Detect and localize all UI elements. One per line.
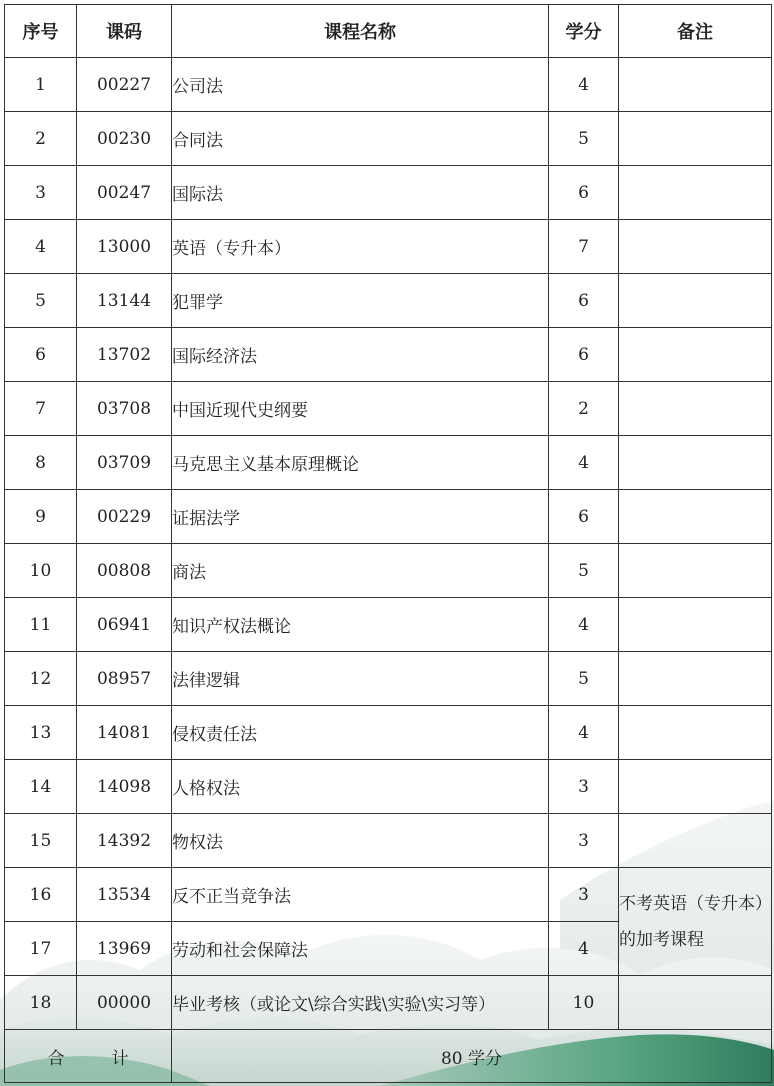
- row-name: 公司法: [172, 58, 549, 112]
- row-code: 00227: [77, 58, 172, 112]
- row-credits: 6: [549, 490, 619, 544]
- table-row: [5, 112, 772, 166]
- table-row: [5, 490, 772, 544]
- row-name: 国际法: [172, 166, 549, 220]
- row-credits: 3: [549, 868, 619, 922]
- row-name: 犯罪学: [172, 274, 549, 328]
- table-row: [5, 706, 772, 760]
- row-index: 2: [5, 112, 77, 166]
- row-credits: 3: [549, 814, 619, 868]
- row-name: 国际经济法: [172, 328, 549, 382]
- row-name: 毕业考核（或论文\综合实践\实验\实习等）: [172, 976, 549, 1030]
- row-code: 13000: [77, 220, 172, 274]
- row-name: 证据法学: [172, 490, 549, 544]
- row-index: 4: [5, 220, 77, 274]
- row-name: 英语（专升本）: [172, 220, 549, 274]
- row-credits: 5: [549, 112, 619, 166]
- row-note: [619, 490, 772, 544]
- row-credits: 5: [549, 652, 619, 706]
- row-index: 1: [5, 58, 77, 112]
- row-credits: 6: [549, 166, 619, 220]
- row-code: 13969: [77, 922, 172, 976]
- row-note: [619, 652, 772, 706]
- table-row: [5, 58, 772, 112]
- row-code: 14098: [77, 760, 172, 814]
- row-credits: 3: [549, 760, 619, 814]
- row-name: 劳动和社会保障法: [172, 922, 549, 976]
- header-row: [5, 5, 772, 58]
- course-table: [4, 4, 772, 1083]
- row-note: [619, 58, 772, 112]
- row-credits: 7: [549, 220, 619, 274]
- header-code: 课码: [77, 5, 172, 58]
- row-note: [619, 436, 772, 490]
- table-row: [5, 274, 772, 328]
- row-credits: 4: [549, 436, 619, 490]
- row-note: [619, 328, 772, 382]
- row-credits: 4: [549, 922, 619, 976]
- row-code: 13702: [77, 328, 172, 382]
- table-row: [5, 976, 772, 1030]
- row-index: 6: [5, 328, 77, 382]
- row-code: 00247: [77, 166, 172, 220]
- total-value: 80 学分: [172, 1030, 772, 1083]
- row-index: 10: [5, 544, 77, 598]
- row-note: [619, 544, 772, 598]
- row-code: 08957: [77, 652, 172, 706]
- row-name: 物权法: [172, 814, 549, 868]
- row-index: 13: [5, 706, 77, 760]
- row-code: 03709: [77, 436, 172, 490]
- row-credits: 6: [549, 274, 619, 328]
- table-row: [5, 166, 772, 220]
- row-credits: 5: [549, 544, 619, 598]
- row-name: 中国近现代史纲要: [172, 382, 549, 436]
- row-index: 18: [5, 976, 77, 1030]
- row-note: [619, 112, 772, 166]
- row-note: [619, 760, 772, 814]
- row-credits: 4: [549, 598, 619, 652]
- table-row: [5, 544, 772, 598]
- table-row: [5, 436, 772, 490]
- header-credits: 学分: [549, 5, 619, 58]
- row-credits: 2: [549, 382, 619, 436]
- row-name: 侵权责任法: [172, 706, 549, 760]
- row-note: [619, 814, 772, 868]
- total-label: [5, 1030, 172, 1083]
- row-credits: 4: [549, 58, 619, 112]
- table-row: [5, 760, 772, 814]
- row-index: 15: [5, 814, 77, 868]
- total-label-2: 计: [111, 1048, 129, 1069]
- table-row: [5, 382, 772, 436]
- row-index: 5: [5, 274, 77, 328]
- row-note: [619, 274, 772, 328]
- merged-note: 不考英语（专升本）的加考课程: [619, 868, 772, 976]
- row-note: [619, 598, 772, 652]
- table-row: [5, 652, 772, 706]
- table-row: [5, 598, 772, 652]
- row-name: 商法: [172, 544, 549, 598]
- row-credits: 10: [549, 976, 619, 1030]
- row-note: [619, 382, 772, 436]
- table-row: [5, 328, 772, 382]
- row-note: [619, 976, 772, 1030]
- row-index: 11: [5, 598, 77, 652]
- table-row: [5, 814, 772, 868]
- row-code: 00808: [77, 544, 172, 598]
- row-credits: 4: [549, 706, 619, 760]
- row-code: 00229: [77, 490, 172, 544]
- row-credits: 6: [549, 328, 619, 382]
- row-code: 00000: [77, 976, 172, 1030]
- row-index: 7: [5, 382, 77, 436]
- row-code: 13144: [77, 274, 172, 328]
- row-name: 法律逻辑: [172, 652, 549, 706]
- row-name: 反不正当竞争法: [172, 868, 549, 922]
- row-index: 14: [5, 760, 77, 814]
- row-index: 17: [5, 922, 77, 976]
- header-note: 备注: [619, 5, 772, 58]
- row-code: 13534: [77, 868, 172, 922]
- row-note: [619, 166, 772, 220]
- row-note: [619, 220, 772, 274]
- row-index: 3: [5, 166, 77, 220]
- header-index: 序号: [5, 5, 77, 58]
- row-code: 14081: [77, 706, 172, 760]
- row-name: 人格权法: [172, 760, 549, 814]
- row-index: 8: [5, 436, 77, 490]
- row-name: 知识产权法概论: [172, 598, 549, 652]
- header-name: 课程名称: [172, 5, 549, 58]
- row-note: [619, 706, 772, 760]
- row-index: 16: [5, 868, 77, 922]
- table-row: [5, 868, 772, 922]
- row-name: 合同法: [172, 112, 549, 166]
- table-row: [5, 220, 772, 274]
- row-index: 12: [5, 652, 77, 706]
- row-code: 14392: [77, 814, 172, 868]
- total-row: [5, 1030, 772, 1083]
- row-index: 9: [5, 490, 77, 544]
- row-code: 00230: [77, 112, 172, 166]
- total-label-1: 合: [47, 1048, 65, 1069]
- row-code: 06941: [77, 598, 172, 652]
- row-name: 马克思主义基本原理概论: [172, 436, 549, 490]
- row-code: 03708: [77, 382, 172, 436]
